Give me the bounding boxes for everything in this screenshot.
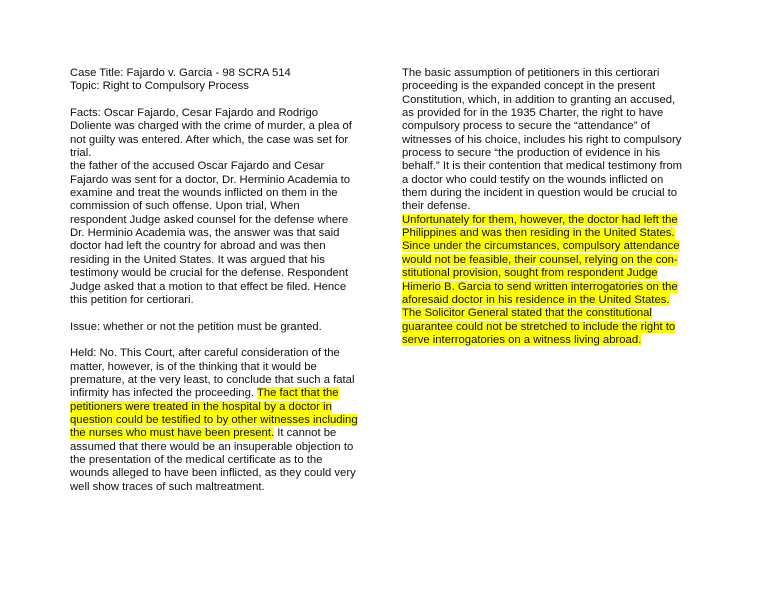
body-line: their defense. [402, 200, 471, 213]
body-line: as provided for in the 1935 Charter, the right to have [402, 107, 664, 120]
highlighted-line [402, 214, 692, 227]
highlighted-text: The Solicitor General stated that the constitutional [402, 307, 652, 320]
facts-line: testimony would be crucial for the defense. Respondent [70, 267, 349, 280]
highlighted-text: Since under the circumstances, compulsory attendance [402, 240, 680, 253]
facts-line: residing in the United States. It was argued that his [70, 253, 325, 266]
highlighted-line [402, 334, 692, 347]
highlighted-text: petitioners were treated in the hospital by a doctor in [70, 400, 332, 413]
facts-line: examine and treat the wounds inflicted on them in the [70, 187, 338, 200]
highlighted-text: Philippines and was then residing in the United States. [402, 227, 675, 240]
held-line [70, 387, 370, 400]
facts-line: trial. [70, 147, 92, 160]
held-line: well show traces of such maltreatment. [70, 480, 265, 493]
issue-line: Issue: whether or not the petition must be granted. [70, 320, 322, 333]
highlighted-paragraph [402, 214, 692, 347]
facts-line: doctor had left the country for abroad and was then [70, 240, 326, 253]
held-text: infirmity has infected the proceeding. [70, 387, 257, 400]
body-line: a doctor who could testify on the wounds inflicted on [402, 173, 664, 186]
assumption-paragraph [402, 67, 692, 214]
highlighted-line [402, 227, 692, 240]
facts-line: Doliente was charged with the crime of murder, a plea of [70, 120, 352, 133]
facts-line: Fajardo was sent for a doctor, Dr. Herminio Academia to [70, 173, 351, 186]
highlighted-line [402, 267, 692, 280]
highlighted-text: The fact that the [256, 387, 339, 400]
highlighted-text: guarantee could not be stretched to include the right to [402, 320, 676, 333]
highlighted-line [402, 281, 692, 294]
highlighted-line [402, 254, 692, 267]
case-title: Case Title: Fajardo v. Garcia - 98 SCRA 514 [70, 67, 291, 79]
facts-line: this petition for certiorari. [70, 293, 194, 306]
held-line: wounds alleged to have been inflicted, as they could very [70, 467, 356, 480]
highlighted-line [402, 307, 692, 320]
facts-line: not guilty was entered. After which, the case was set for [70, 133, 349, 146]
highlighted-text: the nurses who must have been present. [70, 427, 275, 440]
paragraph-gap [70, 307, 370, 320]
held-paragraph [70, 347, 370, 494]
highlighted-text: stitutional provision, sought from respondent Judge [402, 267, 658, 280]
held-line [70, 427, 370, 440]
highlighted-line [402, 321, 692, 334]
held-line [70, 414, 370, 427]
facts-line: Facts: Oscar Fajardo, Cesar Fajardo and Rodrigo [70, 107, 319, 120]
right-column [402, 67, 692, 347]
held-line: assumed that there would be an insuperable objection to [70, 440, 354, 453]
paragraph-gap [70, 334, 370, 347]
held-line: Held: No. This Court, after careful consideration of the [70, 347, 340, 360]
facts-paragraph [70, 107, 370, 307]
body-line: proceeding is the expanded concept in the present [402, 80, 656, 93]
body-line: Constitution, which, in addition to granting an accused, [402, 93, 676, 106]
left-column [70, 67, 370, 494]
body-line: behalf.” It is their contention that medical testimony from [402, 160, 683, 173]
body-line: compulsory process to secure the “attendance” of [402, 120, 651, 133]
body-line: The basic assumption of petitioners in this certiorari [402, 67, 660, 79]
body-line: process to secure “the production of evidence in his [402, 147, 661, 160]
paragraph-gap [70, 94, 370, 107]
held-line: the presentation of the medical certificate as to the [70, 453, 323, 466]
highlighted-text: question could be testified to by other witnesses including [70, 413, 358, 426]
case-topic: Topic: Right to Compulsory Process [70, 80, 249, 93]
highlighted-text: would not be feasible, their counsel, relying on the con- [402, 253, 678, 266]
facts-line: the father of the accused Oscar Fajardo and Cesar [70, 160, 325, 173]
highlighted-text: Unfortunately for them, however, the doctor had left the [402, 213, 678, 226]
body-line: witnesses of his choice, includes his right to compulsory [402, 133, 682, 146]
body-line: them during the incident in question would be crucial to [402, 187, 678, 200]
held-text: It cannot be [274, 427, 337, 440]
facts-line: Dr. Herminio Academia was, the answer was that said [70, 227, 340, 240]
held-line: premature, at the very least, to conclude that such a fatal [70, 373, 355, 386]
facts-line: Judge asked that a motion to that effect be filed. Hence [70, 280, 347, 293]
highlighted-line [402, 294, 692, 307]
highlighted-text: serve interrogatories on a witness living abroad. [402, 333, 642, 346]
highlighted-text: Himerio B. Garcia to send written interrogatories on the [402, 280, 678, 293]
held-line: matter, however, is of the thinking that it would be [70, 360, 317, 373]
highlighted-text: aforesaid doctor in his residence in the United States. [402, 293, 670, 306]
facts-line: respondent Judge asked counsel for the defense where [70, 213, 349, 226]
facts-line: commission of such offense. Upon trial, When [70, 200, 300, 213]
held-line [70, 401, 370, 414]
highlighted-line [402, 240, 692, 253]
